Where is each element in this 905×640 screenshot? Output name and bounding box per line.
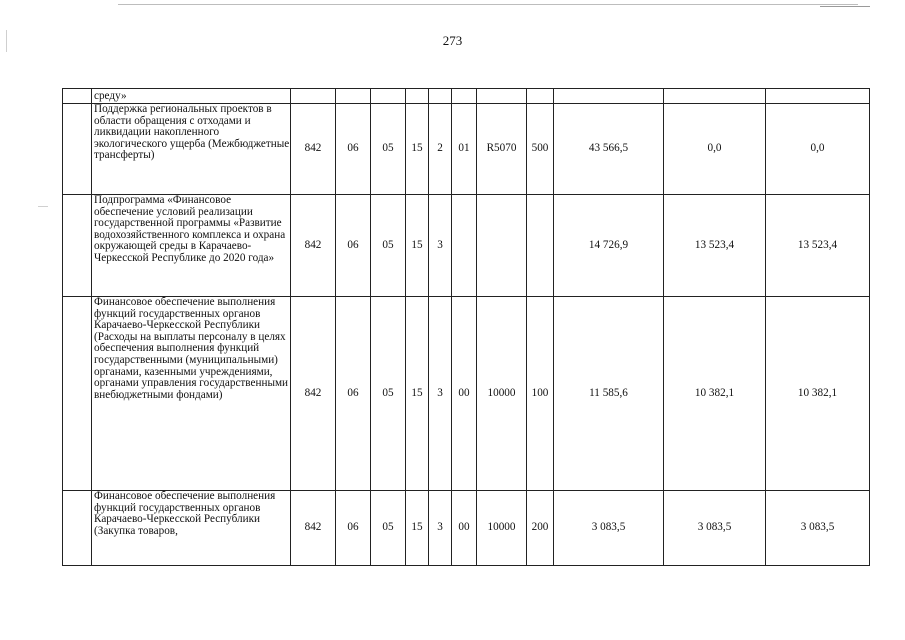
scan-artifact-line	[118, 4, 858, 5]
program-cell: 15	[406, 195, 429, 297]
subprogram-cell: 3	[429, 491, 452, 566]
direction-cell: 00	[452, 491, 477, 566]
amount-cell-1	[554, 89, 664, 104]
amount-cell-2: 3 083,5	[664, 491, 766, 566]
table-row	[63, 104, 870, 195]
direction-cell	[452, 89, 477, 104]
amount-cell-3: 3 083,5	[766, 491, 870, 566]
amount-cell-2: 10 382,1	[664, 297, 766, 491]
amount-cell-1: 3 083,5	[554, 491, 664, 566]
subsection-cell: 05	[371, 297, 406, 491]
expense-type-cell: 500	[527, 104, 554, 195]
amount-cell-1: 43 566,5	[554, 104, 664, 195]
row-name-cell: среду»	[92, 89, 291, 104]
target-cell: R5070	[477, 104, 527, 195]
direction-cell: 00	[452, 297, 477, 491]
section-cell: 06	[336, 491, 371, 566]
scan-artifact-mark	[38, 206, 48, 207]
expense-type-cell	[527, 89, 554, 104]
amount-cell-3: 13 523,4	[766, 195, 870, 297]
subsection-cell: 05	[371, 195, 406, 297]
direction-cell	[452, 195, 477, 297]
row-name-cell: Финансовое обеспечение выполнения функций государственных органов Карачаево-Черкесской Республики (Закупка товаров,	[92, 491, 291, 566]
expense-type-cell: 100	[527, 297, 554, 491]
target-cell	[477, 89, 527, 104]
code-cell: 842	[291, 491, 336, 566]
subsection-cell	[371, 89, 406, 104]
expense-type-cell: 200	[527, 491, 554, 566]
program-cell: 15	[406, 491, 429, 566]
code-cell: 842	[291, 195, 336, 297]
subprogram-cell: 3	[429, 195, 452, 297]
target-cell: 10000	[477, 491, 527, 566]
table-cell-blank	[63, 491, 92, 566]
amount-cell-2: 13 523,4	[664, 195, 766, 297]
table-cell-blank	[63, 195, 92, 297]
direction-cell: 01	[452, 104, 477, 195]
scan-artifact-line	[820, 6, 870, 7]
row-name-cell: Поддержка региональных проектов в области обращения с отходами и ликвидации накопленного экологического ущерба (Межбюджетные трансферты)	[92, 104, 291, 195]
table-cell-blank	[63, 104, 92, 195]
amount-cell-3: 10 382,1	[766, 297, 870, 491]
amount-cell-2	[664, 89, 766, 104]
program-cell	[406, 89, 429, 104]
amount-cell-1: 14 726,9	[554, 195, 664, 297]
table-row	[63, 491, 870, 566]
amount-cell-3	[766, 89, 870, 104]
target-cell: 10000	[477, 297, 527, 491]
section-cell: 06	[336, 297, 371, 491]
subprogram-cell: 2	[429, 104, 452, 195]
section-cell	[336, 89, 371, 104]
subsection-cell: 05	[371, 491, 406, 566]
subprogram-cell: 3	[429, 297, 452, 491]
amount-cell-1: 11 585,6	[554, 297, 664, 491]
section-cell: 06	[336, 104, 371, 195]
table-cell-blank	[63, 89, 92, 104]
program-cell: 15	[406, 297, 429, 491]
amount-cell-3: 0,0	[766, 104, 870, 195]
expense-type-cell	[527, 195, 554, 297]
table-cell-blank	[63, 297, 92, 491]
row-name-cell: Финансовое обеспечение выполнения функций государственных органов Карачаево-Черкесской Республики (Расходы на выплаты персоналу в целях обеспечения выполнения функций государственными (муниципальными) органами, казенными учреждениями, органами управления государственными внебюджетными фондами)	[92, 297, 291, 491]
table-row	[63, 195, 870, 297]
amount-cell-2: 0,0	[664, 104, 766, 195]
subsection-cell: 05	[371, 104, 406, 195]
target-cell	[477, 195, 527, 297]
code-cell: 842	[291, 297, 336, 491]
code-cell	[291, 89, 336, 104]
code-cell: 842	[291, 104, 336, 195]
program-cell: 15	[406, 104, 429, 195]
row-name-cell: Подпрограмма «Финансовое обеспечение условий реализации государственной программы «Развитие водохозяйственного комплекса и охрана окружающей среды в Карачаево-Черкесской Республике до 2020 года»	[92, 195, 291, 297]
budget-table	[62, 88, 870, 566]
table-row	[63, 297, 870, 491]
table-row	[63, 89, 870, 104]
section-cell: 06	[336, 195, 371, 297]
page-number: 273	[442, 33, 463, 48]
subprogram-cell	[429, 89, 452, 104]
